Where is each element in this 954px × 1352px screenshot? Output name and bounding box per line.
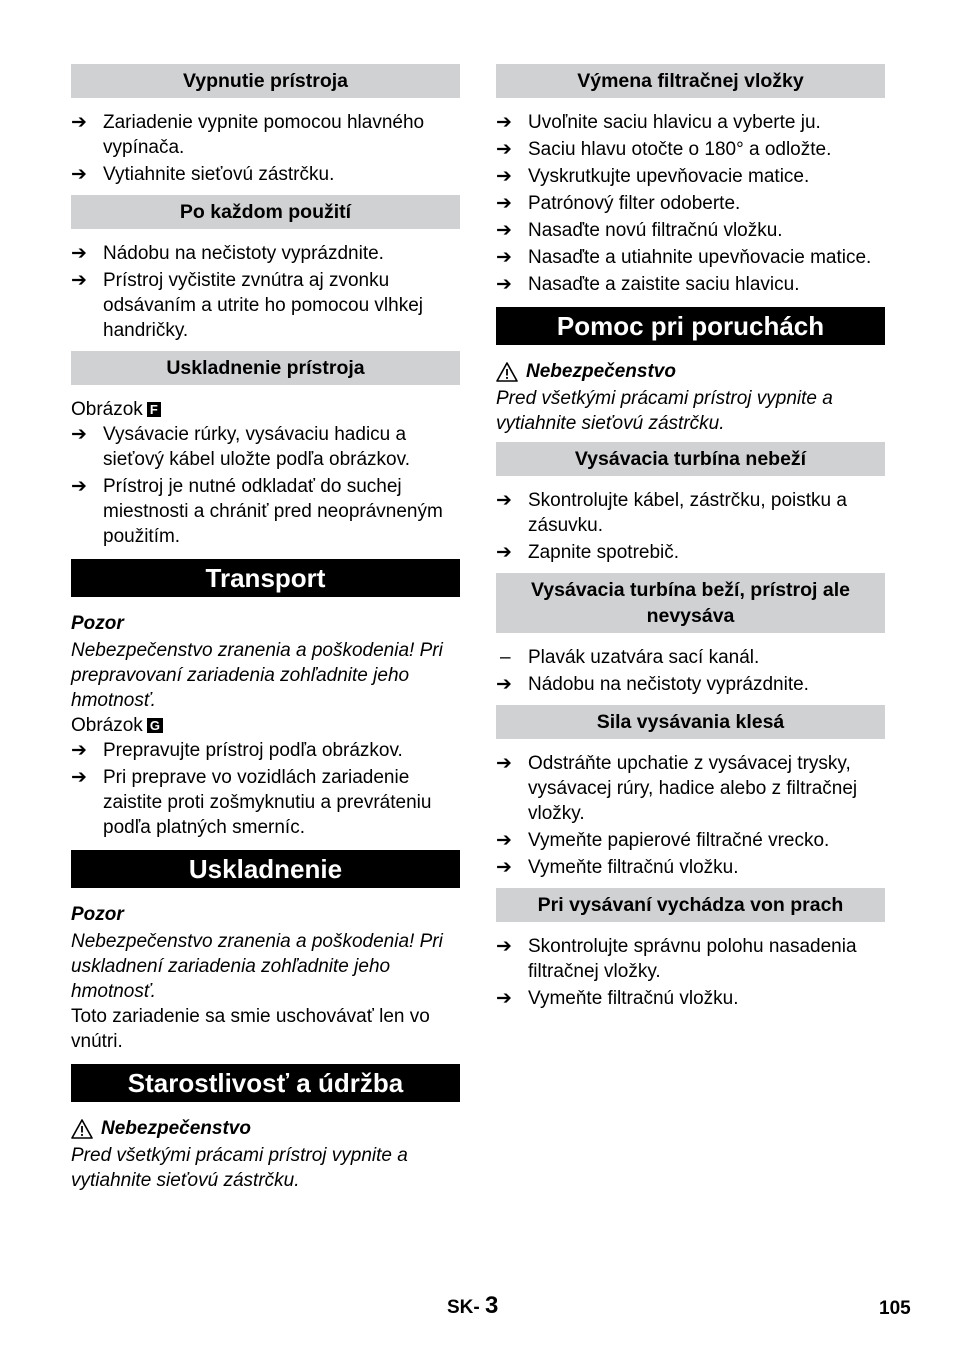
caution-label: Pozor xyxy=(71,613,124,634)
right-column xyxy=(496,64,885,1013)
list-item: ➔ Zapnite spotrebič. xyxy=(496,542,680,563)
list-item: ➔ Vymeňte filtračnú vložku. xyxy=(496,857,739,878)
footer-section-code: SK- 3 xyxy=(447,1292,499,1319)
list-item: ➔ Nádobu na nečistoty vyprázdnite. xyxy=(71,243,384,264)
list-item: – Plavák uzatvára sací kanál. xyxy=(500,647,760,668)
heading-switch-off: Vypnutie prístroja xyxy=(71,64,460,98)
list-item: ➔ Skontrolujte kábel, zástrčku, poistku a zásuvku. xyxy=(496,490,847,536)
figure-reference: Obrázok F xyxy=(71,397,460,422)
arrow-right-icon: ➔ xyxy=(496,112,512,133)
heading-device-storage: Uskladnenie prístroja xyxy=(71,351,460,385)
arrow-right-icon: ➔ xyxy=(496,674,512,695)
caution-label: Pozor xyxy=(71,904,124,925)
arrow-right-icon: ➔ xyxy=(496,542,512,563)
page-number: 105 xyxy=(879,1298,911,1319)
list-item: ➔ Prepravujte prístroj podľa obrázkov. xyxy=(71,740,403,761)
arrow-right-icon: ➔ xyxy=(71,112,87,133)
left-column xyxy=(71,64,460,1193)
dash-icon: – xyxy=(500,647,511,668)
list-item: ➔ Uvoľnite saciu hlavicu a vyberte ju. xyxy=(496,112,821,133)
arrow-right-icon: ➔ xyxy=(496,857,512,878)
heading-care-maintenance: Starostlivosť a údržba xyxy=(71,1064,460,1102)
arrow-right-icon: ➔ xyxy=(496,936,512,957)
heading-dust-escaping: Pri vysávaní vychádza von prach xyxy=(496,888,885,922)
arrow-right-icon: ➔ xyxy=(71,164,87,185)
arrow-right-icon: ➔ xyxy=(71,767,87,788)
arrow-right-icon: ➔ xyxy=(71,270,87,291)
figure-label: F xyxy=(147,402,161,417)
arrow-right-icon: ➔ xyxy=(496,247,512,268)
heading-turbine-not-running: Vysávacia turbína nebeží xyxy=(496,442,885,476)
list-item: ➔ Pri preprave vo vozidlách zariadenie zaistite proti zošmyknutiu a prevráteniu podľa platných smerníc. xyxy=(71,767,432,838)
list-item: ➔ Skontrolujte správnu polohu nasadenia filtračnej vložky. xyxy=(496,936,857,982)
arrow-right-icon: ➔ xyxy=(71,243,87,264)
danger-text: Pred všetkými prácami prístroj vypnite a vytiahnite sieťovú zástrčku. xyxy=(71,1145,408,1191)
list-item: ➔ Vymeňte papierové filtračné vrecko. xyxy=(496,830,830,851)
arrow-right-icon: ➔ xyxy=(496,830,512,851)
arrow-right-icon: ➔ xyxy=(496,193,512,214)
list-item: ➔ Nasaďte a zaistite saciu hlavicu. xyxy=(496,274,800,295)
arrow-right-icon: ➔ xyxy=(496,166,512,187)
warning-triangle-icon xyxy=(71,1119,93,1139)
heading-after-use: Po každom použití xyxy=(71,195,460,229)
caution-text: Nebezpečenstvo zranenia a poškodenia! Pri prepravovaní zariadenia zohľadnite jeho hmotnosť. xyxy=(71,640,443,711)
arrow-right-icon: ➔ xyxy=(496,988,512,1009)
list-item: ➔ Nasaďte novú filtračnú vložku. xyxy=(496,220,783,241)
danger-text: Pred všetkými prácami prístroj vypnite a vytiahnite sieťovú zástrčku. xyxy=(496,388,833,434)
arrow-right-icon: ➔ xyxy=(71,740,87,761)
arrow-right-icon: ➔ xyxy=(71,424,87,445)
list-item: ➔ Odstráňte upchatie z vysávacej trysky, vysávacej rúry, hadice alebo z filtračnej vložky. xyxy=(496,753,858,824)
heading-filter-replacement: Výmena filtračnej vložky xyxy=(496,64,885,98)
list-item: ➔ Nasaďte a utiahnite upevňovacie matice. xyxy=(496,247,872,268)
heading-suction-decreasing: Sila vysávania klesá xyxy=(496,705,885,739)
storage-text: Toto zariadenie sa smie uschovávať len vo vnútri. xyxy=(71,1006,430,1052)
danger-label: Nebezpečenstvo xyxy=(71,1116,460,1141)
list-item: ➔ Vysávacie rúrky, vysávaciu hadicu a sieťový kábel uložte podľa obrázkov. xyxy=(71,424,410,470)
heading-storage: Uskladnenie xyxy=(71,850,460,888)
list-item: ➔ Vytiahnite sieťovú zástrčku. xyxy=(71,164,335,185)
warning-triangle-icon xyxy=(496,362,518,382)
arrow-right-icon: ➔ xyxy=(496,139,512,160)
list-item: ➔ Saciu hlavu otočte o 180° a odložte. xyxy=(496,139,832,160)
figure-label: G xyxy=(147,718,163,733)
danger-label: Nebezpečenstvo xyxy=(496,359,885,384)
arrow-right-icon: ➔ xyxy=(496,274,512,295)
list-item: ➔ Nádobu na nečistoty vyprázdnite. xyxy=(496,674,809,695)
arrow-right-icon: ➔ xyxy=(71,476,87,497)
caution-text: Nebezpečenstvo zranenia a poškodenia! Pri uskladnení zariadenia zohľadnite jeho hmotnosť. xyxy=(71,931,443,1002)
arrow-right-icon: ➔ xyxy=(496,490,512,511)
figure-reference: Obrázok G xyxy=(71,713,460,738)
arrow-right-icon: ➔ xyxy=(496,220,512,241)
list-item: ➔ Vymeňte filtračnú vložku. xyxy=(496,988,739,1009)
heading-troubleshooting: Pomoc pri poruchách xyxy=(496,307,885,345)
arrow-right-icon: ➔ xyxy=(496,753,512,774)
heading-transport: Transport xyxy=(71,559,460,597)
list-item: ➔ Zariadenie vypnite pomocou hlavného vypínača. xyxy=(71,112,425,158)
list-item: ➔ Vyskrutkujte upevňovacie matice. xyxy=(496,166,810,187)
list-item: ➔ Patrónový filter odoberte. xyxy=(496,193,741,214)
list-item: ➔ Prístroj je nutné odkladať do suchej miestnosti a chrániť pred neoprávneným použitím. xyxy=(71,476,443,547)
heading-turbine-no-suction: Vysávacia turbína beží, prístroj ale nevysáva xyxy=(496,573,885,633)
list-item: ➔ Prístroj vyčistite zvnútra aj zvonku odsávaním a utrite ho pomocou vlhkej handričky. xyxy=(71,270,424,341)
